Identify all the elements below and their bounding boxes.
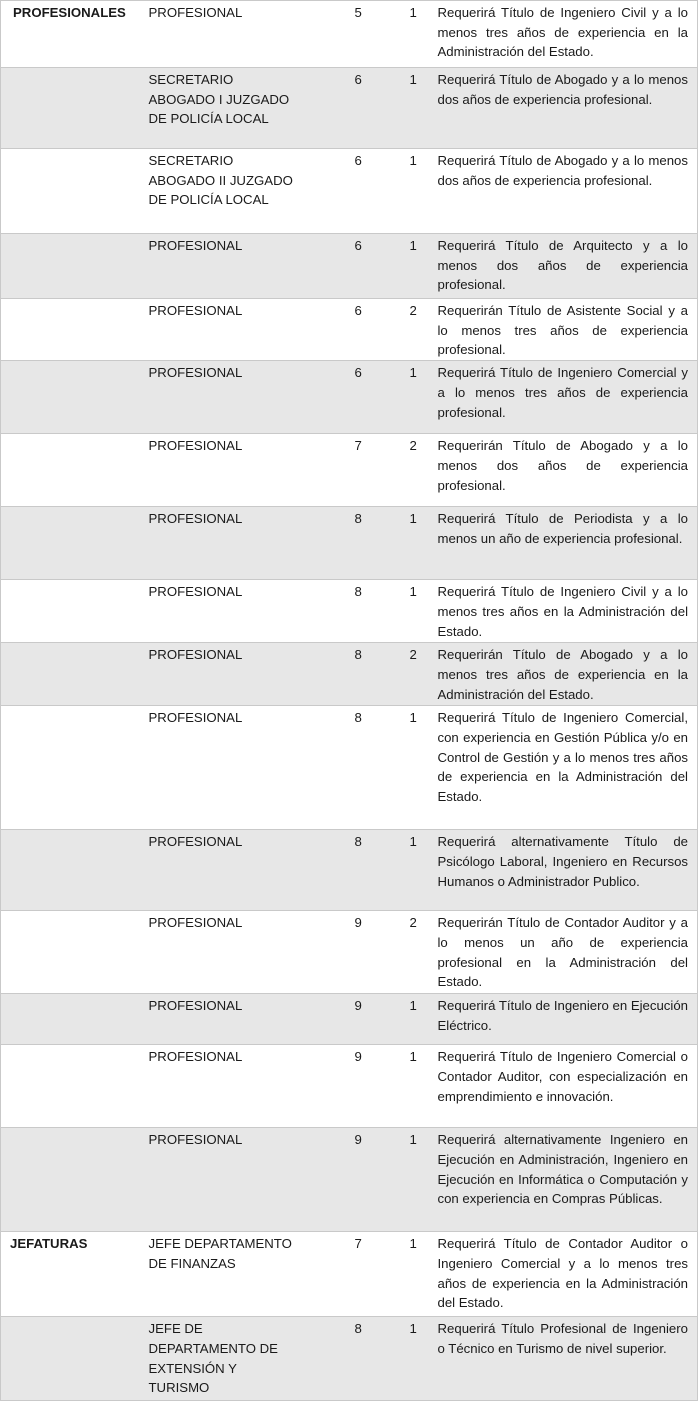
requirement-cell: Requerirá Título de Ingeniero Civil y a lo menos tres años de experiencia en la Administración del Estado.	[438, 1, 698, 68]
group-cell	[1, 149, 143, 234]
requirement-cell: Requerirán Título de Abogado y a lo menos dos años de experiencia profesional.	[438, 434, 698, 507]
count-cell: 1	[369, 68, 438, 149]
group-cell	[1, 994, 143, 1045]
table-row	[1, 1128, 698, 1232]
group-cell	[1, 1128, 143, 1232]
requirement-cell: Requerirá Título de Abogado y a lo menos dos años de experiencia profesional.	[438, 68, 698, 149]
group-cell: PROFESIONALES	[1, 1, 143, 68]
requirement-cell: Requerirán Título de Contador Auditor y a lo menos un año de experiencia profesional en la Administración del Estado.	[438, 911, 698, 994]
table-row	[1, 994, 698, 1045]
requirement-cell: Requerirá Título de Ingeniero Comercial o Contador Auditor, con especialización en emprendimiento e innovación.	[438, 1045, 698, 1128]
count-cell: 1	[369, 1128, 438, 1232]
group-cell	[1, 580, 143, 643]
requirement-cell: Requerirá Título de Ingeniero en Ejecución Eléctrico.	[438, 994, 698, 1045]
grado-cell: 9	[297, 911, 369, 994]
count-cell: 1	[369, 1, 438, 68]
count-cell: 2	[369, 434, 438, 507]
grado-cell: 6	[297, 361, 369, 434]
positions-table-body	[1, 1, 698, 1401]
grado-cell: 8	[297, 507, 369, 580]
group-cell	[1, 1317, 143, 1401]
grado-cell: 8	[297, 643, 369, 706]
table-row	[1, 299, 698, 361]
group-cell	[1, 507, 143, 580]
cargo-cell: PROFESIONAL	[143, 911, 297, 994]
table-row	[1, 706, 698, 830]
group-cell	[1, 234, 143, 299]
group-cell	[1, 911, 143, 994]
group-cell	[1, 299, 143, 361]
table-row	[1, 911, 698, 994]
count-cell: 1	[369, 994, 438, 1045]
count-cell: 1	[369, 507, 438, 580]
cargo-cell: SECRETARIO ABOGADO II JUZGADO DE POLICÍA LOCAL	[143, 149, 297, 234]
table-row	[1, 507, 698, 580]
table-row	[1, 68, 698, 149]
table-row	[1, 1317, 698, 1401]
cargo-cell: PROFESIONAL	[143, 434, 297, 507]
requirement-cell: Requerirá Título de Ingeniero Comercial y a lo menos tres años de experiencia profesional.	[438, 361, 698, 434]
group-cell	[1, 706, 143, 830]
requirement-cell: Requerirá Título de Ingeniero Comercial, con experiencia en Gestión Pública y/o en Control de Gestión y a lo menos tres años de experiencia en la Administración del Estado.	[438, 706, 698, 830]
table-row	[1, 361, 698, 434]
requirement-cell: Requerirá Título de Periodista y a lo menos un año de experiencia profesional.	[438, 507, 698, 580]
count-cell: 1	[369, 361, 438, 434]
count-cell: 1	[369, 580, 438, 643]
grado-cell: 6	[297, 149, 369, 234]
cargo-cell: PROFESIONAL	[143, 299, 297, 361]
cargo-cell: PROFESIONAL	[143, 234, 297, 299]
grado-cell: 8	[297, 580, 369, 643]
grado-cell: 8	[297, 706, 369, 830]
requirement-cell: Requerirá Título Profesional de Ingeniero o Técnico en Turismo de nivel superior.	[438, 1317, 698, 1401]
grado-cell: 8	[297, 830, 369, 911]
grado-cell: 6	[297, 299, 369, 361]
cargo-cell: PROFESIONAL	[143, 1, 297, 68]
count-cell: 1	[369, 1317, 438, 1401]
count-cell: 1	[369, 706, 438, 830]
requirement-cell: Requerirá Título de Contador Auditor o Ingeniero Comercial y a lo menos tres años de experiencia en la Administración del Estado.	[438, 1232, 698, 1317]
count-cell: 1	[369, 1232, 438, 1317]
cargo-cell: PROFESIONAL	[143, 643, 297, 706]
grado-cell: 7	[297, 434, 369, 507]
cargo-cell: PROFESIONAL	[143, 580, 297, 643]
table-row	[1, 434, 698, 507]
group-cell	[1, 434, 143, 507]
count-cell: 1	[369, 149, 438, 234]
cargo-cell: PROFESIONAL	[143, 830, 297, 911]
table-row	[1, 1, 698, 68]
requirement-cell: Requerirán Título de Abogado y a lo menos tres años de experiencia en la Administración del Estado.	[438, 643, 698, 706]
cargo-cell: SECRETARIO ABOGADO I JUZGADO DE POLICÍA LOCAL	[143, 68, 297, 149]
requirement-cell: Requerirá alternativamente Título de Psicólogo Laboral, Ingeniero en Recursos Humanos o Administrador Publico.	[438, 830, 698, 911]
grado-cell: 9	[297, 1045, 369, 1128]
requirement-cell: Requerirá alternativamente Ingeniero en Ejecución en Administración, Ingeniero en Ejecución en Informática o Computación y con experiencia en Compras Públicas.	[438, 1128, 698, 1232]
cargo-cell: PROFESIONAL	[143, 994, 297, 1045]
table-row	[1, 580, 698, 643]
grado-cell: 9	[297, 1128, 369, 1232]
grado-cell: 9	[297, 994, 369, 1045]
group-cell	[1, 830, 143, 911]
requirement-cell: Requerirá Título de Abogado y a lo menos dos años de experiencia profesional.	[438, 149, 698, 234]
count-cell: 2	[369, 299, 438, 361]
count-cell: 2	[369, 643, 438, 706]
requirement-cell: Requerirán Título de Asistente Social y a lo menos tres años de experiencia profesional.	[438, 299, 698, 361]
cargo-cell: PROFESIONAL	[143, 507, 297, 580]
grado-cell: 5	[297, 1, 369, 68]
table-row	[1, 149, 698, 234]
group-cell	[1, 1045, 143, 1128]
cargo-cell: PROFESIONAL	[143, 1128, 297, 1232]
cargo-cell: JEFE DE DEPARTAMENTO DE EXTENSIÓN Y TURISMO	[143, 1317, 297, 1401]
cargo-cell: PROFESIONAL	[143, 1045, 297, 1128]
count-cell: 1	[369, 234, 438, 299]
table-row	[1, 234, 698, 299]
requirement-cell: Requerirá Título de Ingeniero Civil y a lo menos tres años en la Administración del Estado.	[438, 580, 698, 643]
cargo-cell: JEFE DEPARTAMENTO DE FINANZAS	[143, 1232, 297, 1317]
cargo-cell: PROFESIONAL	[143, 361, 297, 434]
group-cell	[1, 68, 143, 149]
grado-cell: 6	[297, 68, 369, 149]
group-cell: JEFATURAS	[1, 1232, 143, 1317]
table-row	[1, 1045, 698, 1128]
count-cell: 1	[369, 830, 438, 911]
table-row	[1, 1232, 698, 1317]
grado-cell: 7	[297, 1232, 369, 1317]
requirement-cell: Requerirá Título de Arquitecto y a lo menos dos años de experiencia profesional.	[438, 234, 698, 299]
grado-cell: 6	[297, 234, 369, 299]
table-row	[1, 830, 698, 911]
group-cell	[1, 361, 143, 434]
grado-cell: 8	[297, 1317, 369, 1401]
count-cell: 1	[369, 1045, 438, 1128]
count-cell: 2	[369, 911, 438, 994]
group-cell	[1, 643, 143, 706]
table-row	[1, 643, 698, 706]
cargo-cell: PROFESIONAL	[143, 706, 297, 830]
